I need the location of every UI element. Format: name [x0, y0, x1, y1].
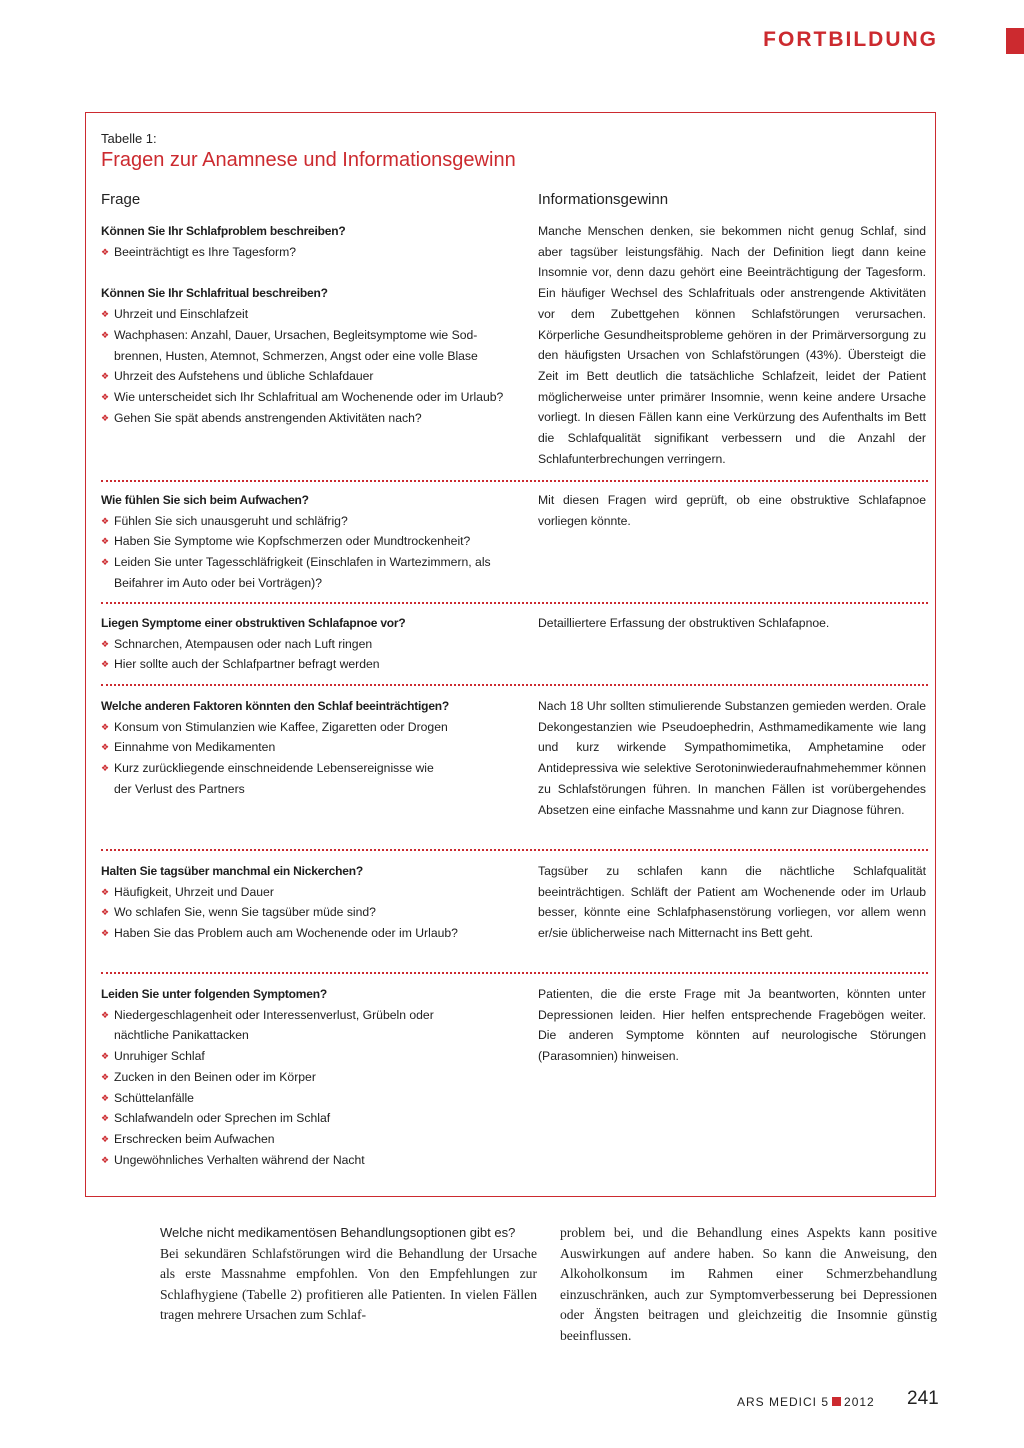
question-bullet: ❖ Leiden Sie unter Tagesschläfrigkeit (Einschlafen in Wartezimmern, als Beifahrer im Auto oder bei Vorträgen)? [101, 552, 509, 593]
column-header-frage: Frage [101, 191, 141, 208]
question-bullet: ❖ Zucken in den Beinen oder im Körper [101, 1067, 526, 1088]
question-bullet: ❖ Ungewöhnliches Verhalten während der Nacht [101, 1150, 526, 1171]
question-bullet: ❖ Uhrzeit des Aufstehens und übliche Schlafdauer [101, 366, 526, 387]
question-bullet: ❖ Unruhiger Schlaf [101, 1046, 526, 1067]
section-heading: Welche nicht medikamentösen Behandlungsoptionen gibt es? [160, 1225, 516, 1240]
question-title: Können Sie Ihr Schlafritual beschreiben? [101, 286, 328, 301]
section-title: FORTBILDUNG [763, 28, 938, 51]
question-bullet: ❖ Einnahme von Medikamenten [101, 737, 526, 758]
column-header-info: Informationsgewinn [538, 191, 669, 208]
table-label: Tabelle 1: [101, 131, 157, 146]
question-bullet: ❖ Beeinträchtigt es Ihre Tagesform? [101, 242, 526, 263]
page-number: 241 [907, 1388, 939, 1409]
question-title: Welche anderen Faktoren könnten den Schlaf beeinträchtigen? [101, 699, 450, 713]
question-bullet: ❖ Haben Sie das Problem auch am Wochenende oder im Urlaub? [101, 923, 526, 944]
question-bullet: ❖ Wo schlafen Sie, wenn Sie tagsüber müde sind? [101, 902, 526, 923]
body-column-left [160, 1223, 537, 1326]
row-divider [101, 602, 928, 604]
question-cell [101, 221, 526, 428]
question-bullet: ❖ Erschrecken beim Aufwachen [101, 1129, 526, 1150]
table-1 [85, 112, 936, 1197]
row-divider [101, 684, 928, 686]
question-bullet: ❖ Gehen Sie spät abends anstrengenden Aktivitäten nach? [101, 408, 526, 429]
row-divider [101, 972, 928, 974]
question-cell [101, 861, 526, 944]
question-title: Halten Sie tagsüber manchmal ein Nickerchen? [101, 864, 363, 878]
journal-name: ARS MEDICI 5 [737, 1395, 830, 1409]
question-bullet: ❖ Wie unterscheidet sich Ihr Schlafritual am Wochenende oder im Urlaub? [101, 387, 526, 408]
question-title: Können Sie Ihr Schlafproblem beschreiben? [101, 224, 346, 238]
question-title: Liegen Symptome einer obstruktiven Schlafapnoe vor? [101, 616, 406, 630]
section-marker [1006, 28, 1024, 54]
info-cell: Mit diesen Fragen wird geprüft, ob eine obstruktive Schlafapnoe vorliegen könnte. [538, 493, 926, 528]
info-cell: Nach 18 Uhr sollten stimulierende Substanzen gemieden werden. Orale Dekongestanzien wie Pseudoephedrin, Asthmamedikamente wie lang und kurz wirkende Sympathomimetika, Amphetamine oder Antidepressiva wie selektive Serotoninwiederaufnahmehemmer können zu Schlafstörungen führen. In manchen Fällen ist vorübergehendes Absetzen eine einfache Massnahme und kann zur Diagnose führen. [538, 699, 926, 817]
info-cell: Detailliertere Erfassung der obstruktiven Schlafapnoe. [538, 616, 830, 630]
question-bullet: ❖ Wachphasen: Anzahl, Dauer, Ursachen, Begleitsymptome wie Sod-brennen, Husten, Atemnot, Schmerzen, Angst oder eine volle Blase [101, 325, 509, 366]
question-bullet: ❖ Konsum von Stimulanzien wie Kaffee, Zigaretten oder Drogen [101, 717, 526, 738]
question-bullet: ❖ Haben Sie Symptome wie Kopfschmerzen oder Mundtrockenheit? [101, 531, 526, 552]
question-cell [101, 696, 526, 800]
question-cell [101, 490, 526, 594]
body-paragraph: problem bei, und die Behandlung eines Aspekts kann positive Auswirkungen auf andere haben. So kann die Anweisung, den Alkoholkonsum im Rahmen einer Schmerzbehandlung einzuschränken, auch zur Symptomverbesserung bei Depressionen oder Ängsten beitragen und gleichzeitig die Insomnie günstig beeinflussen. [560, 1225, 937, 1343]
info-cell: Patienten, die die erste Frage mit Ja beantworten, könnten unter Depressionen leiden. Hier helfen entsprechende Fragebögen weiter. Die anderen Symptome könnten auf neurologische Störungen (Parasomnien) hinweisen. [538, 987, 926, 1064]
question-bullet: ❖ Fühlen Sie sich unausgeruht und schläfrig? [101, 511, 526, 532]
question-bullet: ❖ Schüttelanfälle [101, 1088, 526, 1109]
question-cell [101, 613, 526, 675]
info-cell: Tagsüber zu schlafen kann die nächtliche Schlafqualität beeinträchtigen. Schläft der Patient am Wochenende oder im Urlaub besser, könnte eine Schlafphasenstörung vorliegen, vor allem wenn er/sie üblicherweise nach Mitternacht ins Bett geht. [538, 864, 926, 941]
question-bullet: ❖ Häufigkeit, Uhrzeit und Dauer [101, 882, 526, 903]
question-cell [101, 984, 526, 1170]
question-title: Leiden Sie unter folgenden Symptomen? [101, 987, 327, 1001]
row-divider [101, 849, 928, 851]
question-bullet: ❖ Schnarchen, Atempausen oder nach Luft ringen [101, 634, 526, 655]
separator-square [832, 1397, 841, 1406]
question-bullet: ❖ Schlafwandeln oder Sprechen im Schlaf [101, 1108, 526, 1129]
journal-reference [737, 1395, 875, 1409]
journal-year: 2012 [844, 1395, 875, 1409]
body-column-right [560, 1223, 937, 1347]
row-divider [101, 480, 928, 482]
question-bullet: ❖ Uhrzeit und Einschlafzeit [101, 304, 526, 325]
body-paragraph: Bei sekundären Schlafstörungen wird die Behandlung der Ursache als erste Massnahme empfohlen. Von den Empfehlungen zur Schlafhygiene (Tabelle 2) profitieren alle Patienten. In vielen Fällen tragen mehrere Ursachen zum Schlaf- [160, 1245, 537, 1323]
info-cell: Manche Menschen denken, sie bekommen nicht genug Schlaf, sind aber tagsüber leistungsfähig. Nach der Definition liegt dann keine Insomnie vor, denn dazu gehört eine Beeinträchtigung der Tagesform. Ein häufiger Wechsel des Schlafrituals oder anstrengende Aktivitäten vor dem Zubettgehen können Schlafstörungen verursachen. Körperliche Gesundheitsprobleme gehören in der Primärversorgung zu den häufigsten Ursachen von Schlafstörungen (43%). Übersteigt die Zeit im Bett deutlich die tatsächliche Schlafzeit, leidet der Patient möglicherweise unter primärer Insomnie, wenn keine andere Ursache vorliegt. In diesen Fällen kann eine Verkürzung des Aufenthalts im Bett die Schlafqualität signifikant verbessern und die Anzahl der Schlafunterbrechungen verringern. [538, 224, 926, 466]
question-bullet: ❖ Niedergeschlagenheit oder Interessenverlust, Grübeln oder nächtliche Panikattacken [101, 1005, 474, 1046]
question-title: Wie fühlen Sie sich beim Aufwachen? [101, 493, 309, 507]
question-bullet: ❖ Hier sollte auch der Schlafpartner befragt werden [101, 654, 526, 675]
question-bullet: ❖ Kurz zurückliegende einschneidende Lebensereignisse wie der Verlust des Partners [101, 758, 444, 799]
table-title: Fragen zur Anamnese und Informationsgewinn [101, 149, 516, 171]
